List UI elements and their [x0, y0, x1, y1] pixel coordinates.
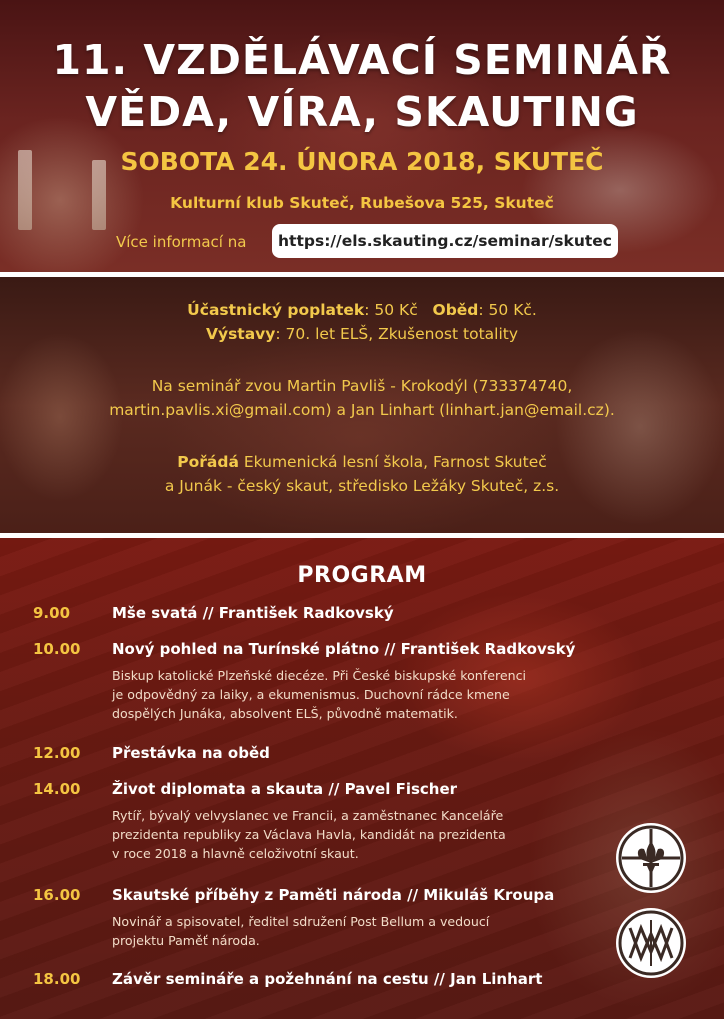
organizer-line-1 [0, 453, 724, 471]
program-item-title: Přestávka na oběd [112, 744, 270, 762]
program-item-title: Závěr semináře a požehnání na cestu // Jan Linhart [112, 970, 543, 988]
program-item-description [112, 806, 572, 863]
lunch-label: Oběd [432, 301, 479, 319]
invite-line-1: Na seminář zvou Martin Pavliš - Krokodýl (733374740, [151, 377, 573, 395]
title-line-1: 11. VZDĚLÁVACÍ SEMINÁŘ [52, 36, 672, 84]
program-section [0, 538, 724, 1019]
scout-cross-emblem-icon [616, 823, 686, 893]
organizer-value-1: Ekumenická lesní škola, Farnost Skuteč [238, 453, 547, 471]
description-line: Biskup katolické Plzeňské diecéze. Při České biskupské konferenci [112, 668, 527, 683]
program-time: 14.00 [33, 780, 81, 798]
program-time: 10.00 [33, 640, 81, 658]
program-item-description [112, 912, 572, 950]
description-line: Novinář a spisovatel, ředitel sdružení Post Bellum a vedoucí [112, 914, 490, 929]
program-time: 16.00 [33, 886, 81, 904]
invite-line-2: martin.pavlis.xi@gmail.com) a Jan Linhart (linhart.jan@email.cz). [109, 401, 615, 419]
description-line: Rytíř, bývalý velvyslanec ve Francii, a zaměstnanec Kanceláře [112, 808, 504, 823]
event-date: SOBOTA 24. ÚNORA 2018, SKUTEČ [120, 147, 604, 176]
program-item-title: Život diplomata a skauta // Pavel Fischer [112, 780, 458, 798]
description-line: je odpovědný za laiky, a ekumenismus. Duchovní rádce kmene [112, 687, 510, 702]
info-url-link[interactable] [272, 224, 618, 258]
program-item-title: Skautské příběhy z Paměti národa // Mikuláš Kroupa [112, 886, 555, 904]
program-item-title: Nový pohled na Turínské plátno // František Radkovský [112, 640, 576, 658]
description-line: v roce 2018 a hlavně celoživotní skaut. [112, 846, 359, 861]
fee-label: Účastnický poplatek [187, 301, 365, 319]
exhibitions-label: Výstavy [205, 325, 276, 343]
title-line-2: VĚDA, VÍRA, SKAUTING [85, 88, 639, 136]
program-item-title: Mše svatá // František Radkovský [112, 604, 394, 622]
details-section [0, 277, 724, 533]
info-label: Více informací na [116, 233, 247, 251]
description-line: projektu Paměť národa. [112, 933, 260, 948]
program-item-description [112, 666, 572, 723]
description-line: prezidenta republiky za Václava Havla, kandidát na prezidenta [112, 827, 506, 842]
program-time: 18.00 [33, 970, 81, 988]
program-title: PROGRAM [297, 563, 427, 588]
exhibitions-line [0, 325, 724, 343]
fee-value: : 50 Kč [364, 301, 418, 319]
program-time: 9.00 [33, 604, 71, 622]
lunch-value: : 50 Kč. [478, 301, 537, 319]
bottom-border [0, 1019, 724, 1024]
header-section [0, 0, 724, 272]
info-url-text: https://els.skauting.cz/seminar/skutec [278, 232, 612, 250]
program-time: 12.00 [33, 744, 81, 762]
description-line: dospělých Junáka, absolvent ELŠ, původně matematik. [112, 706, 458, 721]
fee-line [0, 301, 724, 319]
exhibitions-value: : 70. let ELŠ, Zkušenost totality [275, 325, 519, 343]
organizer-label: Pořádá [177, 453, 239, 471]
event-venue: Kulturní klub Skuteč, Rubešova 525, Skuteč [170, 194, 554, 212]
organizer-line-2: a Junák - český skaut, středisko Ležáky Skuteč, z.s. [164, 477, 560, 495]
els-emblem-icon [616, 908, 686, 978]
